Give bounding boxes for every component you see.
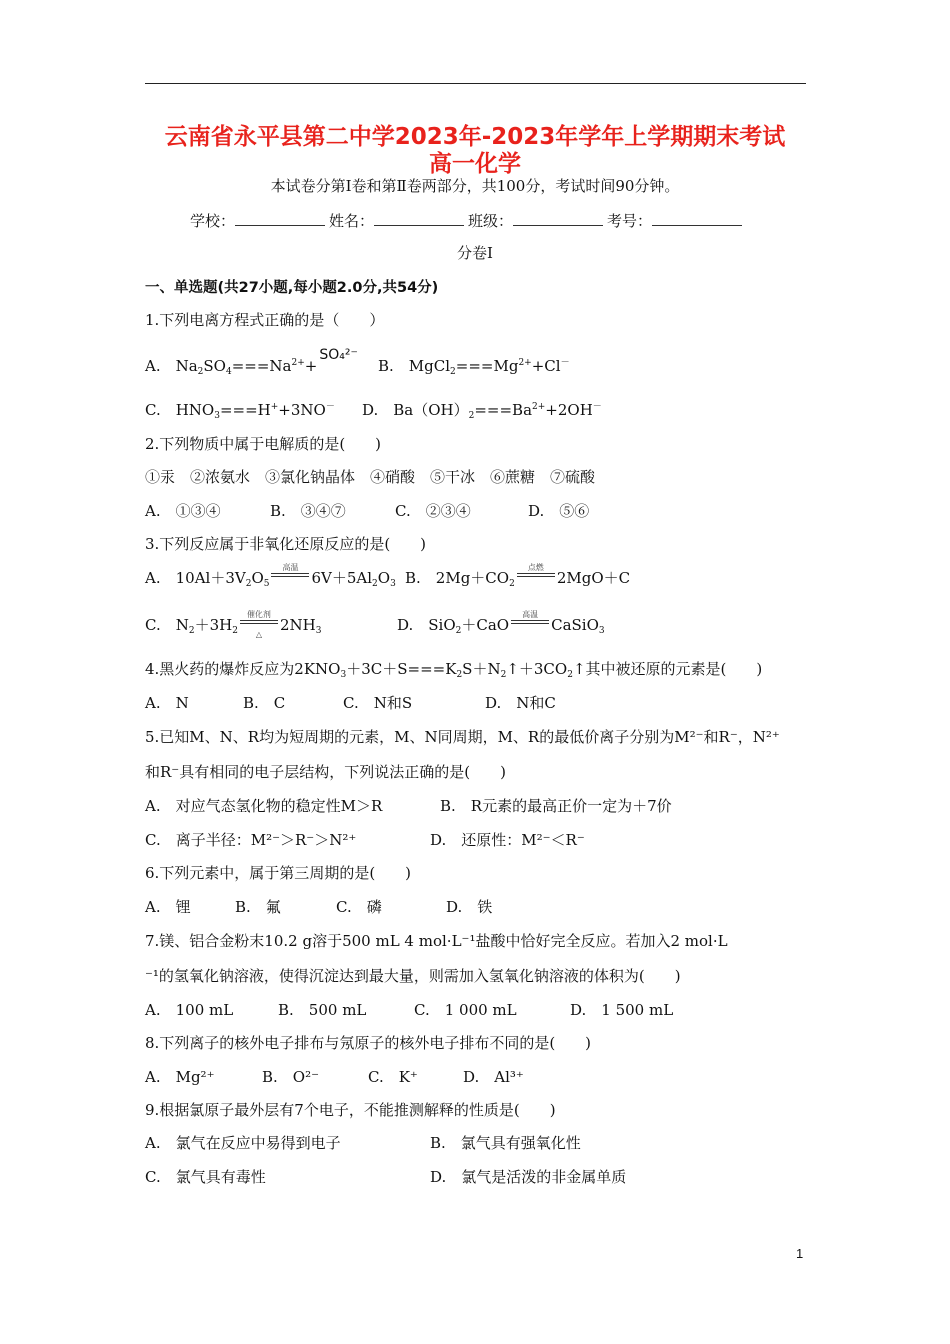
exam-note: 本试卷分第Ⅰ卷和第Ⅱ卷两部分，共100分，考试时间90分钟。: [270, 177, 680, 195]
question-2-items: ①汞 ②浓氨水 ③氯化钠晶体 ④硝酸 ⑤干冰 ⑥蔗糖 ⑦硫酸: [145, 468, 596, 486]
student-info-fields: [190, 210, 746, 232]
condition-catalyst-heat: 催化剂 △: [238, 614, 280, 630]
question-2-option-c: C. ②③④: [395, 502, 471, 520]
question-2-option-a: A. ①③④: [145, 502, 221, 520]
volume-label: 分卷Ⅰ: [457, 244, 493, 262]
question-4-stem: 4.黑火药的爆炸反应为$2KNO_3+3C+S===K_2S+N_2↑+3CO_2↑$其中被还原的元素是( ): [145, 660, 763, 680]
question-7-option-a: A. 100 mL: [145, 1001, 234, 1019]
question-5-stem-line1: 5.已知M、N、R均为短周期的元素，M、N同周期，M、R的最低价离子分别为M²⁻和R⁻，N²⁺: [145, 728, 780, 746]
class-blank: [513, 211, 603, 226]
question-9-option-d: D. 氯气是活泼的非金属单质: [430, 1168, 627, 1186]
condition-high-temperature-2: 高温: [509, 614, 551, 630]
question-3-option-d: D. SiO$_2$＋CaO 高温 CaSiO$_3$: [397, 610, 605, 636]
question-5-option-c: C. 离子半径：M²⁻＞R⁻＞N²⁺: [145, 831, 357, 849]
question-6-option-d: D. 铁: [446, 898, 493, 916]
question-5-stem-line2: 和R⁻具有相同的电子层结构，下列说法正确的是( ): [145, 763, 506, 781]
question-1-option-d: D. $Ba(OH)_2===Ba^{2+}+2OH^-$: [362, 401, 602, 421]
question-1-option-a: A. $Na_2SO_4===Na^{2+}+SO_4^{2-}$: [145, 355, 358, 378]
name-label: 姓名：: [329, 212, 375, 230]
question-8-option-a: A. Mg²⁺: [145, 1068, 215, 1086]
question-7-option-b: B. 500 mL: [278, 1001, 367, 1019]
sulfate-ion-formula: SO₄²⁻: [319, 347, 358, 363]
class-label: 班级：: [468, 212, 514, 230]
question-9-option-c: C. 氯气具有毒性: [145, 1168, 266, 1186]
question-6-option-b: B. 氟: [235, 898, 281, 916]
question-5-option-d: D. 还原性：M²⁻＜R⁻: [430, 831, 585, 849]
question-3-option-c: C. $N_2+3H_2$ 催化剂 △ $2NH_3$: [145, 610, 322, 639]
question-1-stem: 1.下列电离方程式正确的是（ ）: [145, 311, 385, 329]
school-blank: [235, 211, 325, 226]
question-4-option-c: C. N和S: [343, 694, 413, 712]
section-title: 一、单选题(共27小题,每小题2.0分,共54分): [145, 280, 439, 296]
header-rule: [145, 83, 806, 84]
question-3-option-b: B. $2Mg+CO_2$ 点燃 2MgO＋C: [405, 563, 631, 589]
question-8-option-b: B. O²⁻: [262, 1068, 320, 1086]
question-5-option-b: B. R元素的最高正价一定为＋7价: [440, 797, 672, 815]
question-2-option-d: D. ⑤⑥: [528, 502, 590, 520]
question-7-stem-line1: 7.镁、铝合金粉末10.2 g溶于500 mL 4 mol·L⁻¹盐酸中恰好完全反应。若加入2 mol·L: [145, 932, 728, 950]
question-9-option-a: A. 氯气在反应中易得到电子: [145, 1134, 341, 1152]
question-5-option-a: A. 对应气态氢化物的稳定性M＞R: [145, 797, 383, 815]
question-8-stem: 8.下列离子的核外电子排布与氖原子的核外电子排布不同的是( ): [145, 1034, 592, 1052]
condition-ignite: 点燃: [515, 567, 557, 583]
question-4-option-d: D. N和C: [485, 694, 556, 712]
question-6-stem: 6.下列元素中，属于第三周期的是( ): [145, 864, 412, 882]
question-7-option-c: C. 1 000 mL: [414, 1001, 517, 1019]
question-1-option-b: B. $MgCl_2===Mg^{2+}+Cl^-$: [378, 357, 570, 377]
school-label: 学校：: [190, 212, 236, 230]
page-number: 1: [796, 1246, 804, 1261]
question-1-option-c: C. $HNO_3===H^++3NO^-$: [145, 401, 335, 421]
question-9-stem: 9.根据氯原子最外层有7个电子，不能推测解释的性质是( ): [145, 1101, 556, 1119]
question-2-stem: 2.下列物质中属于电解质的是( ): [145, 435, 382, 453]
question-8-option-c: C. K⁺: [368, 1068, 418, 1086]
question-8-option-d: D. Al³⁺: [463, 1068, 524, 1086]
question-4-option-b: B. C: [243, 694, 286, 712]
name-blank: [374, 211, 464, 226]
exam-number-blank: [652, 211, 742, 226]
exam-title: 云南省永平县第二中学2023年-2023年学年上学期期末考试: [164, 124, 786, 150]
question-2-option-b: B. ③④⑦: [270, 502, 346, 520]
question-3-option-a: A. $10Al+3V_2O_5$ 高温 $6V+5Al_2O_3$: [145, 563, 396, 589]
question-4-option-a: A. N: [145, 694, 189, 712]
question-3-stem: 3.下列反应属于非氧化还原反应的是( ): [145, 535, 427, 553]
question-7-stem-line2: ⁻¹的氢氧化钠溶液，使得沉淀达到最大量，则需加入氢氧化钠溶液的体积为( ): [145, 967, 681, 985]
question-7-option-d: D. 1 500 mL: [570, 1001, 674, 1019]
question-6-option-c: C. 磷: [336, 898, 382, 916]
exam-number-label: 考号：: [607, 212, 653, 230]
question-6-option-a: A. 锂: [145, 898, 191, 916]
question-9-option-b: B. 氯气具有强氧化性: [430, 1134, 581, 1152]
condition-high-temperature: 高温: [269, 567, 311, 583]
exam-subject: 高一化学: [429, 151, 521, 177]
